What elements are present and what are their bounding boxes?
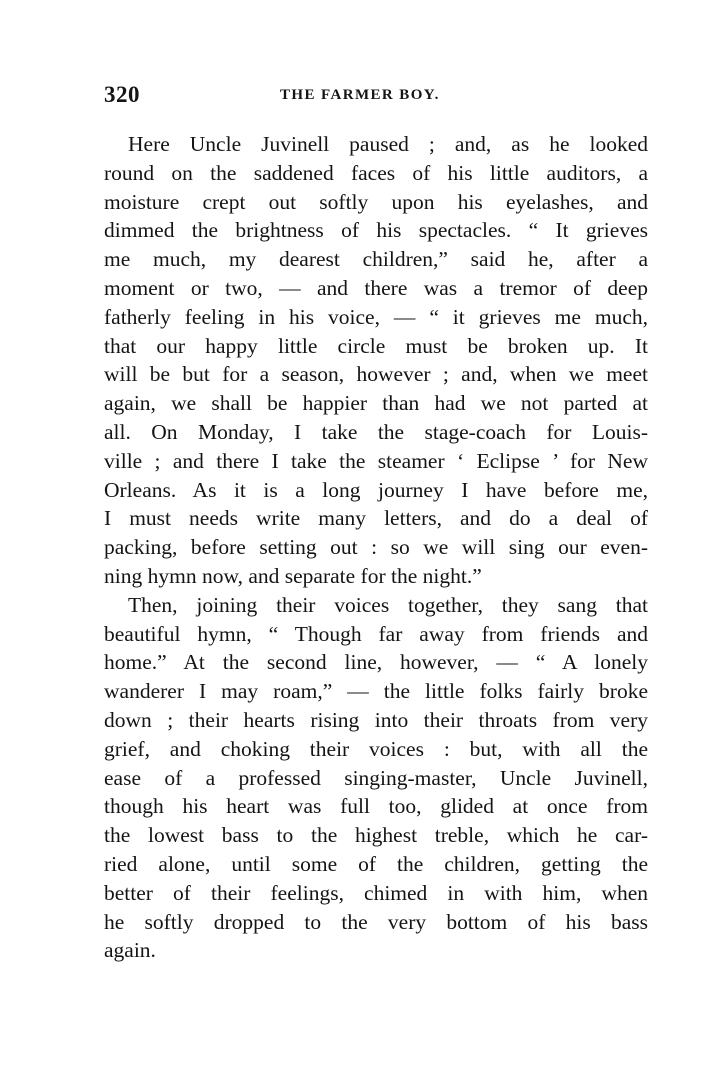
text-line: wanderer I may roam,” — the little folks fairly broke	[104, 679, 648, 704]
text-line: Orleans. As it is a long journey I have before me,	[104, 477, 648, 502]
text-line: again, we shall be happier than had we not parted at	[104, 391, 648, 416]
paragraph-1	[104, 130, 648, 591]
text-line: ease of a professed singing-master, Uncle Juvinell,	[104, 765, 648, 790]
text-line: all. On Monday, I take the stage-coach for Louis-	[104, 419, 648, 444]
text-line: will be but for a season, however ; and, when we meet	[104, 362, 648, 387]
text-line: I must needs write many letters, and do a deal of	[104, 506, 648, 531]
paragraph-2	[104, 591, 648, 965]
text-line: round on the saddened faces of his little auditors, a	[104, 160, 648, 185]
text-line: home.” At the second line, however, — “ A lonely	[104, 650, 648, 675]
text-line: that our happy little circle must be broken up. It	[104, 333, 648, 358]
text-line: ried alone, until some of the children, getting the	[104, 851, 648, 876]
text-line: down ; their hearts rising into their throats from very	[104, 707, 648, 732]
book-title: THE FARMER BOY.	[280, 87, 440, 103]
text-line: Then, joining their voices together, they sang that	[128, 592, 648, 617]
text-line: better of their feelings, chimed in with him, when	[104, 880, 648, 905]
text-line: dimmed the brightness of his spectacles. “ It grieves	[104, 218, 648, 243]
text-line: Here Uncle Juvinell paused ; and, as he looked	[128, 132, 648, 156]
text-line: grief, and choking their voices : but, with all the	[104, 736, 648, 761]
running-head	[104, 82, 648, 112]
text-line: though his heart was full too, glided at once from	[104, 794, 648, 819]
body-text	[104, 130, 648, 965]
text-line: he softly dropped to the very bottom of his bass	[104, 909, 648, 934]
text-line: moisture crept out softly upon his eyelashes, and	[104, 189, 648, 214]
page-number: 320	[104, 82, 140, 107]
text-line: ning hymn now, and separate for the night.”	[104, 563, 482, 588]
text-line: moment or two, — and there was a tremor of deep	[104, 275, 648, 300]
text-line: packing, before setting out : so we will sing our even-	[104, 535, 648, 560]
text-line: again.	[104, 938, 156, 963]
text-line: ville ; and there I take the steamer ‘ Eclipse ’ for New	[104, 448, 648, 473]
text-line: the lowest bass to the highest treble, which he car-	[104, 823, 648, 848]
text-line: beautiful hymn, “ Though far away from friends and	[104, 621, 648, 646]
text-line: me much, my dearest children,” said he, after a	[104, 247, 648, 272]
text-line: fatherly feeling in his voice, — “ it grieves me much,	[104, 304, 648, 329]
